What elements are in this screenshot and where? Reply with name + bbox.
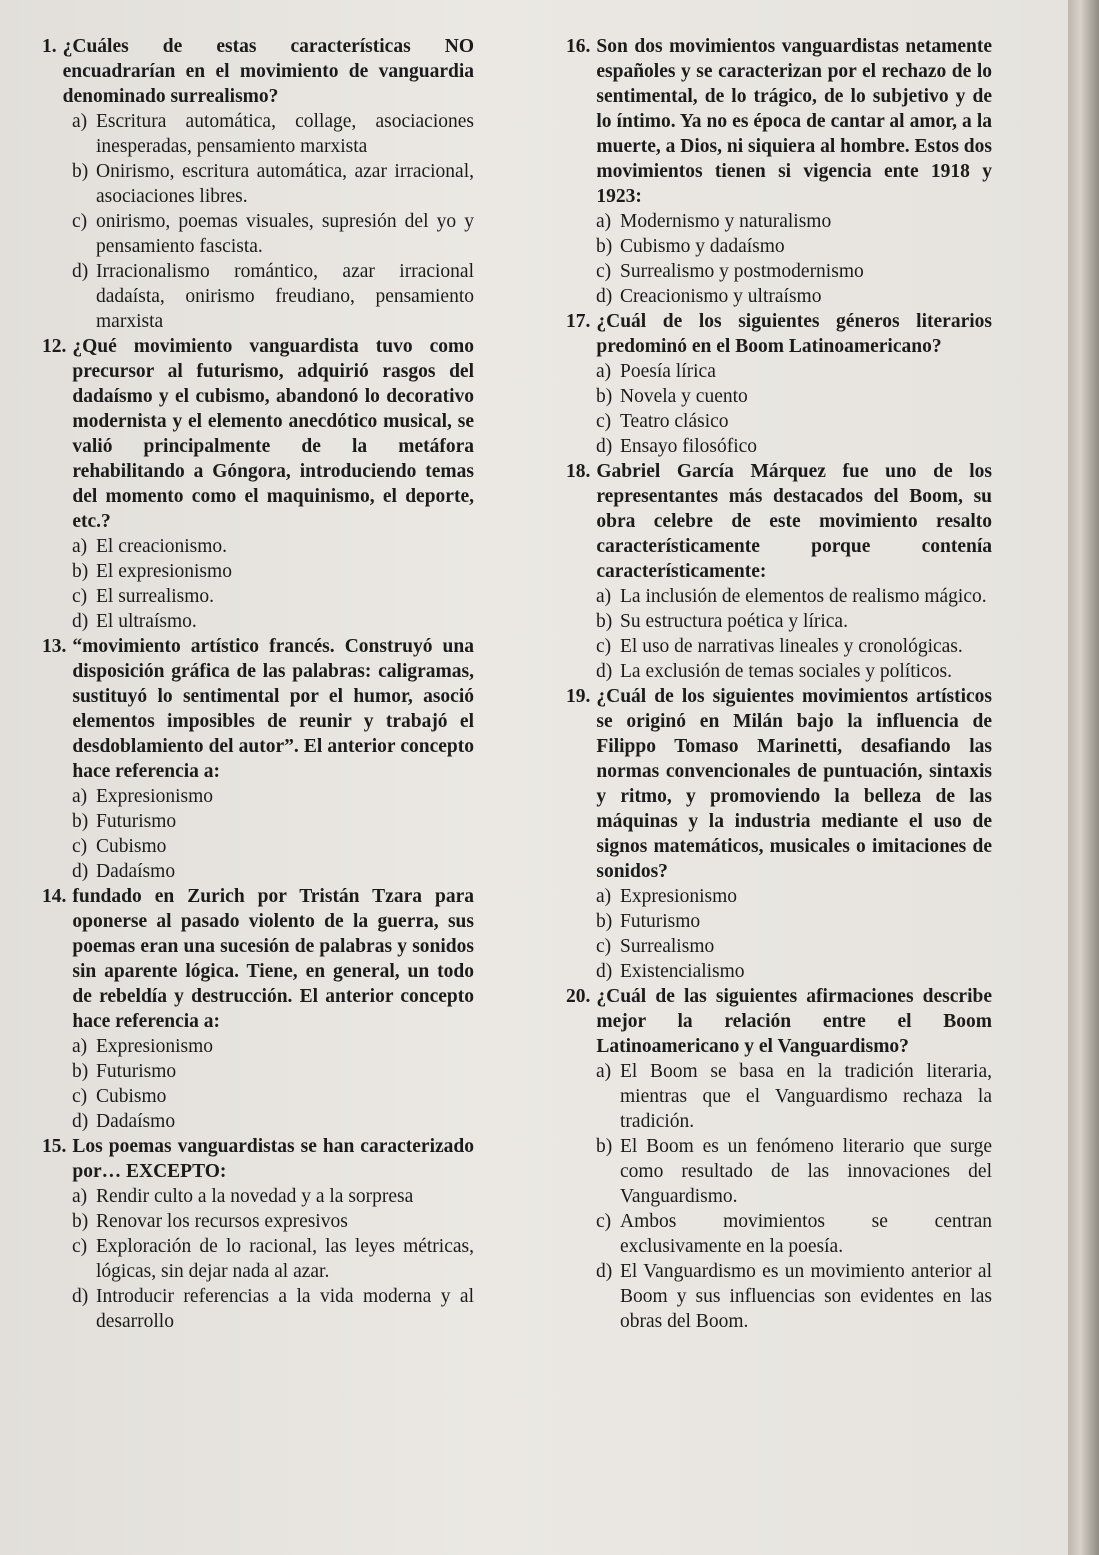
answer-option	[596, 1259, 992, 1334]
option-letter: d)	[72, 861, 89, 882]
option-text: Surrealismo	[620, 936, 715, 957]
question-text: Gabriel García Márquez fue uno de los representantes más destacados del Boom, su obra celebre de este movimiento resalto característicamente porque contenía característicamente:	[596, 461, 992, 582]
answer-option	[72, 1034, 474, 1059]
option-letter: a)	[596, 586, 612, 607]
option-text: El creacionismo.	[96, 536, 228, 557]
option-letter: d)	[72, 611, 89, 632]
answer-option	[596, 659, 992, 684]
question-number: 16.	[566, 36, 591, 57]
question-number: 18.	[566, 461, 591, 482]
option-letter: b)	[72, 1211, 89, 1232]
answer-option	[596, 609, 992, 634]
option-text: Ensayo filosófico	[620, 436, 758, 457]
option-text: Novela y cuento	[620, 386, 748, 407]
answer-option	[596, 409, 992, 434]
answer-option	[596, 584, 992, 609]
answer-option	[596, 884, 992, 909]
option-letter: d)	[596, 1261, 613, 1282]
option-letter: a)	[72, 1186, 88, 1207]
option-text: Irracionalismo romántico, azar irracional dadaísta, onirismo freudiano, pensamiento marxista	[96, 261, 474, 332]
question	[566, 459, 992, 584]
option-text: Teatro clásico	[620, 411, 729, 432]
option-text: El expresionismo	[96, 561, 232, 582]
answer-option	[596, 1209, 992, 1259]
question-number: 1.	[42, 36, 57, 57]
option-letter: a)	[72, 536, 88, 557]
option-text: Rendir culto a la novedad y a la sorpresa	[96, 1186, 414, 1207]
question-number: 17.	[566, 311, 591, 332]
option-text: Exploración de lo racional, las leyes métricas, lógicas, sin dejar nada al azar.	[96, 1236, 474, 1282]
option-letter: c)	[72, 211, 88, 232]
option-text: Dadaísmo	[96, 861, 176, 882]
answer-option	[72, 1234, 474, 1284]
question-number: 19.	[566, 686, 591, 707]
answer-option	[596, 934, 992, 959]
option-letter: b)	[596, 1136, 613, 1157]
answer-option	[72, 609, 474, 634]
option-text: Futurismo	[620, 911, 701, 932]
question	[42, 334, 474, 534]
answer-option	[72, 784, 474, 809]
option-letter: c)	[72, 836, 88, 857]
question-text: ¿Cuál de los siguientes movimientos artísticos se originó en Milán bajo la influencia de Filippo Tomaso Marinetti, desafiando las normas convencionales de puntuación, sintaxis y ritmo, y promoviendo la belleza de las máquinas y la industria mediante el uso de signos matemáticos, musicales o imitaciones de sonidos?	[596, 686, 992, 882]
option-letter: c)	[596, 411, 612, 432]
option-text: Ambos movimientos se centran exclusivamente en la poesía.	[620, 1211, 992, 1257]
question-text: ¿Cuáles de estas características NO encuadrarían en el movimiento de vanguardia denominado surrealismo?	[62, 36, 474, 107]
answer-option	[596, 959, 992, 984]
option-text: Escritura automática, collage, asociaciones inesperadas, pensamiento marxista	[96, 111, 474, 157]
answer-option	[72, 109, 474, 159]
question-text: fundado en Zurich por Tristán Tzara para oponerse al pasado violento de la guerra, sus poemas eran una sucesión de palabras y sonidos sin aparente lógica. Tiene, en general, un todo de rebeldía y destrucción. El anterior concepto hace referencia a:	[72, 886, 474, 1032]
answer-option	[72, 1184, 474, 1209]
option-text: El uso de narrativas lineales y cronológicas.	[620, 636, 963, 657]
question-number: 20.	[566, 986, 591, 1007]
option-text: Renovar los recursos expresivos	[96, 1211, 348, 1232]
question-text: ¿Cuál de las siguientes afirmaciones describe mejor la relación entre el Boom Latinoamericano y el Vanguardismo?	[596, 986, 992, 1057]
option-letter: b)	[596, 236, 613, 257]
question	[42, 34, 474, 109]
option-text: Dadaísmo	[96, 1111, 176, 1132]
answer-option	[596, 234, 992, 259]
answer-option	[596, 284, 992, 309]
question-number: 13.	[42, 636, 67, 657]
answer-option	[72, 1059, 474, 1084]
answer-option	[72, 1084, 474, 1109]
option-letter: b)	[596, 386, 613, 407]
option-text: Futurismo	[96, 811, 177, 832]
question-number: 14.	[42, 886, 67, 907]
option-text: La inclusión de elementos de realismo mágico.	[620, 586, 987, 607]
option-letter: b)	[596, 911, 613, 932]
option-text: Expresionismo	[96, 786, 213, 807]
answer-option	[72, 1284, 474, 1334]
option-text: Introducir referencias a la vida moderna y al desarrollo	[96, 1286, 474, 1332]
option-text: Poesía lírica	[620, 361, 716, 382]
answer-option	[72, 834, 474, 859]
option-text: Modernismo y naturalismo	[620, 211, 832, 232]
option-text: Cubismo	[96, 836, 167, 857]
question	[566, 34, 992, 209]
answer-option	[596, 634, 992, 659]
option-letter: b)	[596, 611, 613, 632]
option-text: Onirismo, escritura automática, azar irracional, asociaciones libres.	[96, 161, 474, 207]
option-letter: d)	[72, 1111, 89, 1132]
answer-option	[596, 909, 992, 934]
question-number: 12.	[42, 336, 67, 357]
option-text: El Vanguardismo es un movimiento anterior al Boom y sus influencias son evidentes en las obras del Boom.	[620, 1261, 992, 1332]
option-text: Su estructura poética y lírica.	[620, 611, 848, 632]
option-letter: c)	[72, 1086, 88, 1107]
option-text: Cubismo y dadaísmo	[620, 236, 785, 257]
answer-option	[72, 859, 474, 884]
answer-option	[72, 584, 474, 609]
option-letter: d)	[596, 436, 613, 457]
answer-option	[596, 434, 992, 459]
answer-option	[596, 259, 992, 284]
option-letter: a)	[72, 786, 88, 807]
option-letter: b)	[72, 161, 89, 182]
page-edge	[1068, 0, 1099, 1555]
answer-option	[596, 1059, 992, 1134]
question	[566, 309, 992, 359]
question-text: ¿Qué movimiento vanguardista tuvo como precursor al futurismo, adquirió rasgos del dadaísmo y el cubismo, abandonó lo decorativo modernista y el elemento anecdótico musical, se valió principalmente de la metáfora rehabilitando a Góngora, introduciendo temas del momento como el maquinismo, el deporte, etc.?	[72, 336, 474, 532]
answer-option	[72, 259, 474, 334]
answer-option	[596, 359, 992, 384]
question	[566, 984, 992, 1059]
option-text: Futurismo	[96, 1061, 177, 1082]
question	[566, 684, 992, 884]
answer-option	[596, 209, 992, 234]
option-text: Expresionismo	[96, 1036, 213, 1057]
option-text: Existencialismo	[620, 961, 745, 982]
option-letter: d)	[596, 961, 613, 982]
answer-option	[596, 384, 992, 409]
option-letter: b)	[72, 811, 89, 832]
option-letter: d)	[596, 661, 613, 682]
option-letter: d)	[596, 286, 613, 307]
option-text: La exclusión de temas sociales y políticos.	[620, 661, 952, 682]
answer-option	[72, 1209, 474, 1234]
option-letter: d)	[72, 261, 89, 282]
answer-option	[72, 559, 474, 584]
option-text: Surrealismo y postmodernismo	[620, 261, 864, 282]
option-text: El Boom es un fenómeno literario que surge como resultado de las innovaciones del Vanguardismo.	[620, 1136, 992, 1207]
question-number: 15.	[42, 1136, 67, 1157]
option-letter: c)	[72, 586, 88, 607]
question	[42, 1134, 474, 1184]
question-text: Son dos movimientos vanguardistas netamente españoles y se caracterizan por el rechazo de lo sentimental, de lo trágico, de lo subjetivo y de lo íntimo. Ya no es época de cantar al amor, a la muerte, a Dios, ni siquiera al hombre. Estos dos movimientos tienen si vigencia ente 1918 y 1923:	[596, 36, 992, 207]
right-column	[566, 34, 992, 1334]
answer-option	[72, 159, 474, 209]
option-text: El surrealismo.	[96, 586, 215, 607]
left-column	[42, 34, 474, 1334]
answer-option	[596, 1134, 992, 1209]
option-letter: a)	[596, 211, 612, 232]
answer-option	[72, 809, 474, 834]
option-letter: c)	[72, 1236, 88, 1257]
option-text: Expresionismo	[620, 886, 737, 907]
question	[42, 634, 474, 784]
question-text: “movimiento artístico francés. Construyó una disposición gráfica de las palabras: caligramas, sustituyó lo sentimental por el humor, asoció elementos imposibles de reunir y trabajó el desdoblamiento del autor”. El anterior concepto hace referencia a:	[72, 636, 474, 782]
option-letter: a)	[596, 886, 612, 907]
option-letter: d)	[72, 1286, 89, 1307]
option-letter: a)	[72, 1036, 88, 1057]
option-letter: a)	[596, 1061, 612, 1082]
option-letter: b)	[72, 1061, 89, 1082]
option-letter: a)	[72, 111, 88, 132]
answer-option	[72, 534, 474, 559]
option-letter: b)	[72, 561, 89, 582]
option-letter: c)	[596, 261, 612, 282]
answer-option	[72, 209, 474, 259]
option-letter: c)	[596, 1211, 612, 1232]
option-text: Cubismo	[96, 1086, 167, 1107]
question-text: Los poemas vanguardistas se han caracterizado por… EXCEPTO:	[72, 1136, 474, 1182]
option-text: El ultraísmo.	[96, 611, 197, 632]
option-letter: c)	[596, 636, 612, 657]
question-text: ¿Cuál de los siguientes géneros literarios predominó en el Boom Latinoamericano?	[596, 311, 992, 357]
question	[42, 884, 474, 1034]
option-letter: c)	[596, 936, 612, 957]
option-text: El Boom se basa en la tradición literaria, mientras que el Vanguardismo rechaza la tradición.	[620, 1061, 992, 1132]
answer-option	[72, 1109, 474, 1134]
option-text: onirismo, poemas visuales, supresión del yo y pensamiento fascista.	[96, 211, 474, 257]
option-letter: a)	[596, 361, 612, 382]
option-text: Creacionismo y ultraísmo	[620, 286, 822, 307]
